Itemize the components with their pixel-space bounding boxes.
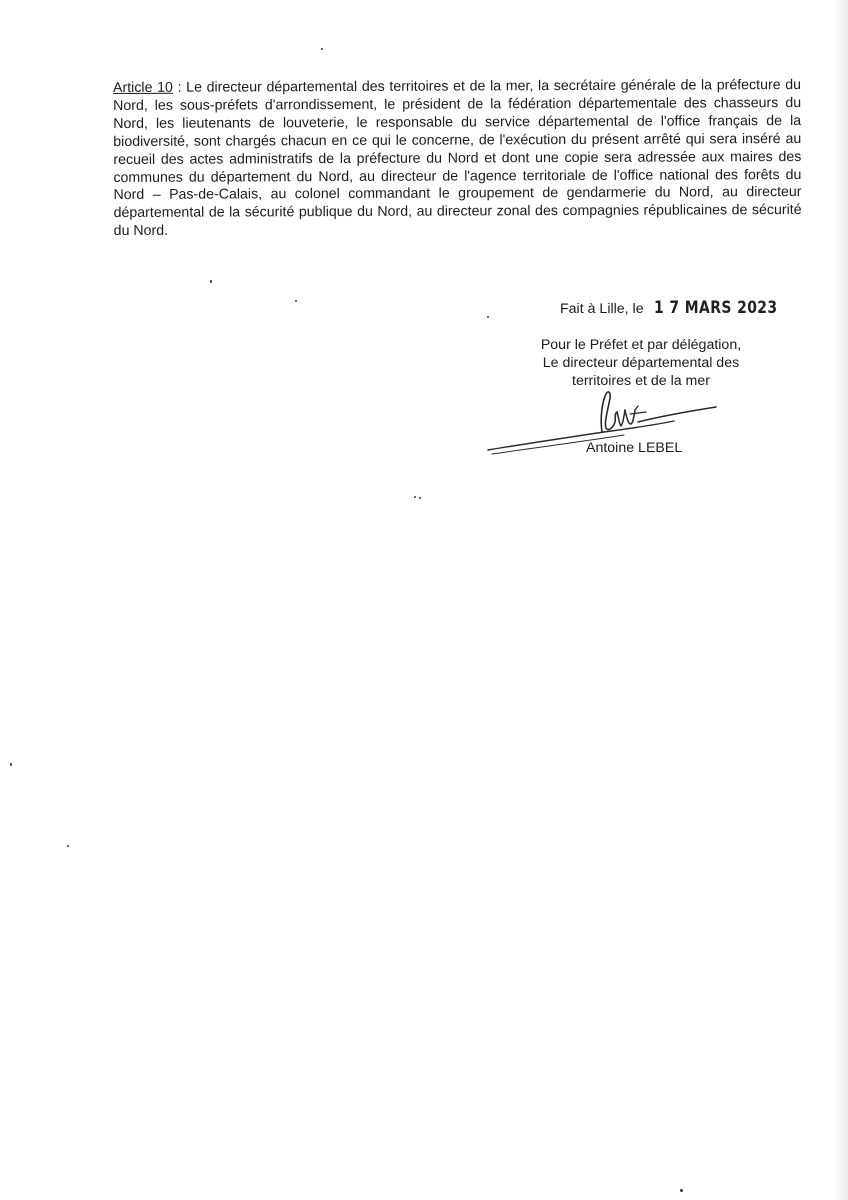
- scan-speck: [414, 496, 416, 498]
- date-stamp: 1 7 MARS 2023: [653, 298, 778, 318]
- delegation-block: [510, 336, 772, 390]
- article-text: Le directeur départemental des territoires et de la mer, la secrétaire générale de la préfecture du Nord, les sous-préfets d'arrondissement, le président de la fédération départementale des chasseurs du Nord, les lieutenants de louveterie, le responsable du service départemental de l'office français de la biodiversité, sont chargés chacun en ce qui le concerne, de l'exécution du présent arrêté qui sera inséré au recueil des actes administratifs de la préfecture du Nord et dont une copie sera adressée aux maires des communes du département du Nord, au directeur de l'agence territoriale de l'office national des forêts du Nord – Pas-de-Calais, au colonel commandant le groupement de gendarmerie du Nord, au directeur départemental de la sécurité publique du Nord, au directeur zonal des compagnies républicaines de sécurité du Nord.: [113, 76, 802, 240]
- scan-speck: [321, 48, 323, 50]
- scan-speck: [487, 316, 489, 318]
- scan-speck: [419, 497, 421, 499]
- article-label: Article 10: [113, 79, 173, 96]
- signoff-line: [560, 298, 796, 319]
- article-paragraph: [113, 77, 802, 241]
- scan-speck: [680, 1189, 683, 1192]
- scan-speck: [67, 845, 69, 847]
- signoff-place: Fait à Lille, le: [560, 301, 644, 317]
- delegation-line-3: territoires et de la mer: [572, 373, 710, 389]
- scan-speck: [210, 280, 212, 283]
- page-edge-shadow: [834, 0, 848, 1200]
- article-separator: :: [172, 79, 187, 96]
- scan-speck: [10, 763, 12, 766]
- delegation-line-2: Le directeur départemental des: [542, 355, 740, 371]
- delegation-line-1: Pour le Préfet et par délégation,: [540, 337, 742, 353]
- signer-name: Antoine LEBEL: [586, 440, 683, 456]
- scan-speck: [295, 300, 297, 302]
